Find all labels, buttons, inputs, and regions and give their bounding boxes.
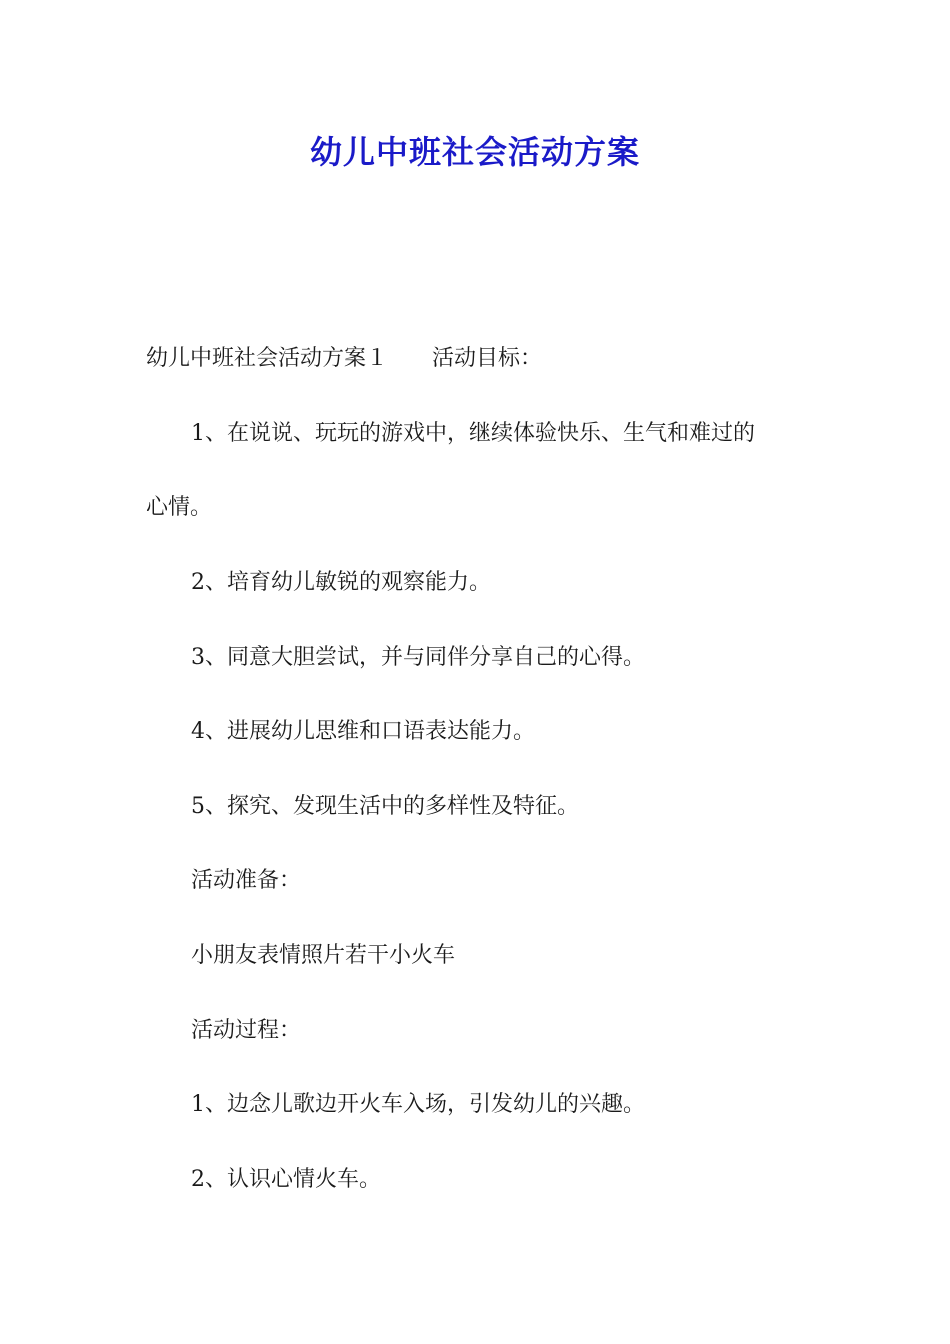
goal-item-5: 5、探究、发现生活中的多样性及特征。 xyxy=(191,794,579,819)
process-heading: 活动过程： xyxy=(191,1018,302,1043)
process-step-1: 1、边念儿歌边开火车入场，引发幼儿的兴趣。 xyxy=(191,1092,645,1117)
goal-item-1-continued: 心情。 xyxy=(146,495,213,520)
process-step-2: 2、认识心情火车。 xyxy=(191,1167,381,1192)
goal-item-3: 3、同意大胆尝试，并与同伴分享自己的心得。 xyxy=(191,645,645,670)
preparation-materials: 小朋友表情照片若干小火车 xyxy=(191,943,456,968)
goal-item-4: 4、进展幼儿思维和口语表达能力。 xyxy=(191,719,535,744)
document-title: 幼儿中班社会活动方案 xyxy=(309,133,640,171)
goal-item-2: 2、培育幼儿敏锐的观察能力。 xyxy=(191,570,491,595)
section-heading-line: 幼儿中班社会活动方案１ 活动目标： xyxy=(146,346,543,371)
goal-item-1: 1、在说说、玩玩的游戏中，继续体验快乐、生气和难过的 xyxy=(191,421,755,446)
preparation-heading: 活动准备： xyxy=(191,868,302,893)
